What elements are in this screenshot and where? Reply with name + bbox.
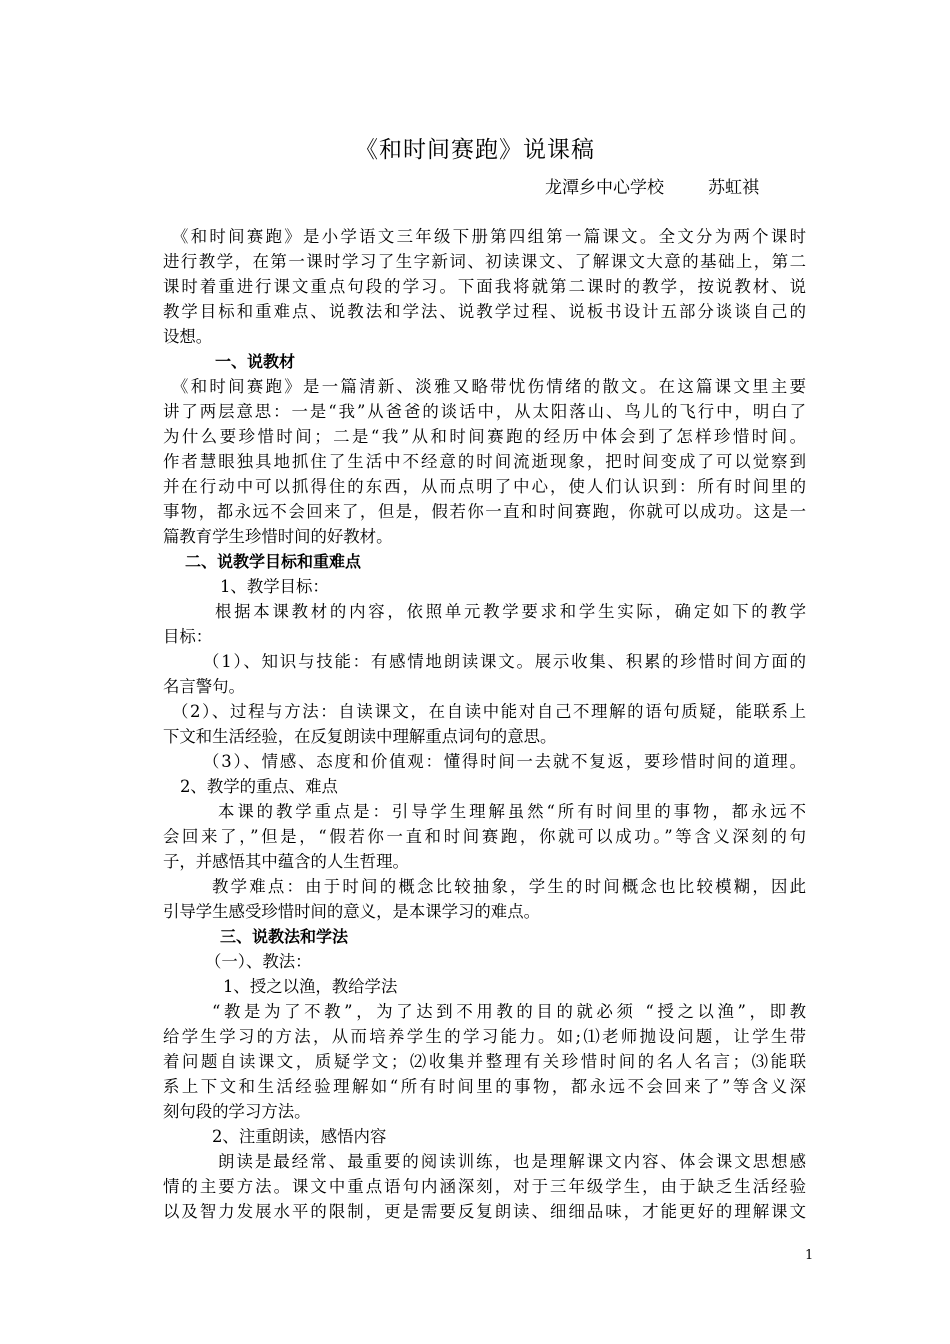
author-line xyxy=(545,176,759,200)
body-line: 作者慧眼独具地抓住了生活中不经意的时间流逝现象，把时间变成了可以觉察到 xyxy=(163,452,806,471)
body-line: 为什么要珍惜时间；二是“我”从和时间赛跑的经历中体会到了怎样珍惜时间。 xyxy=(163,427,806,446)
body-line: 情的主要方法。课文中重点语句内涵深刻，对于三年级学生，由于缺乏生活经验 xyxy=(163,1177,806,1196)
page-number: 1 xyxy=(805,1248,814,1263)
subheading: 1、教学目标： xyxy=(220,577,329,596)
section-heading: 三、说教法和学法 xyxy=(220,927,349,946)
subheading: （一）、教法： xyxy=(205,952,312,971)
body-line: 子，并感悟其中蕴含的人生哲理。 xyxy=(163,852,409,871)
body-line: 下文和生活经验，在反复朗读中理解重点词句的意思。 xyxy=(163,727,557,746)
body-line: 给学生学习的方法，从而培养学生的学习能力。如;⑴老师抛设问题，让学生带 xyxy=(163,1027,806,1046)
body-line: 系上下文和生活经验理解如“所有时间里的事物，都永远不会回来了”等含义深 xyxy=(163,1077,806,1096)
body-line: 教学目标和重难点、说教法和学法、说教学过程、说板书设计五部分谈谈自己的 xyxy=(163,302,806,321)
body-line: 《和时间赛跑》是一篇清新、淡雅又略带忧伤情绪的散文。在这篇课文里主要 xyxy=(172,377,806,396)
document-title: 《和时间赛跑》说课稿 xyxy=(355,137,595,163)
body-line: 以及智力发展水平的限制，更是需要反复朗读、细细品味，才能更好的理解课文 xyxy=(163,1202,806,1221)
body-line: 朗读是最经常、最重要的阅读训练，也是理解课文内容、体会课文思想感 xyxy=(218,1152,806,1171)
body-line: 讲了两层意思：一是“我”从爸爸的谈话中，从太阳落山、鸟儿的飞行中，明白了 xyxy=(163,402,806,421)
body-line: 名言警句。 xyxy=(163,677,245,696)
body-line: 教学难点：由于时间的概念比较抽象，学生的时间概念也比较模糊，因此 xyxy=(212,877,806,896)
body-line: 课时着重进行课文重点句段的学习。下面我将就第二课时的教学，按说教材、说 xyxy=(163,277,806,296)
body-line: （1）、知识与技能：有感情地朗读课文。展示收集、积累的珍惜时间方面的 xyxy=(203,652,806,671)
body-line: 着问题自读课文，质疑学文；⑵收集并整理有关珍惜时间的名人名言；⑶能联 xyxy=(163,1052,806,1071)
body-line: 事物，都永远不会回来了，但是，假若你一直和时间赛跑，你就可以成功。这是一 xyxy=(163,502,806,521)
body-line: 并在行动中可以抓得住的东西，从而点明了中心，使人们认识到：所有时间里的 xyxy=(163,477,806,496)
body-line: 本课的教学重点是：引导学生理解虽然“所有时间里的事物，都永远不 xyxy=(218,802,806,821)
body-line: 设想。 xyxy=(163,327,213,346)
body-line: 引导学生感受珍惜时间的意义，是本课学习的难点。 xyxy=(163,902,540,921)
body-line: “教是为了不教”，为了达到不用教的目的就必须 “授之以渔”，即教 xyxy=(212,1002,806,1021)
section-heading: 二、说教学目标和重难点 xyxy=(185,552,362,571)
body-line: 会回来了，”但是，“假若你一直和时间赛跑，你就可以成功。”等含义深刻的句 xyxy=(163,827,806,846)
body-line: 篇教育学生珍惜时间的好教材。 xyxy=(163,527,393,546)
body-line: 进行教学，在第一课时学习了生字新词、初读课文、了解课文大意的基础上，第二 xyxy=(163,252,806,271)
body-line: （2）、过程与方法：自读课文，在自读中能对自己不理解的语句质疑，能联系上 xyxy=(172,702,806,721)
author-name: 苏虹祺 xyxy=(708,178,759,198)
body-line: 刻句段的学习方法。 xyxy=(163,1102,311,1121)
section-heading: 一、说教材 xyxy=(215,352,296,371)
body-line: （3）、情感、态度和价值观：懂得时间一去就不复返，要珍惜时间的道理。 xyxy=(203,752,806,771)
body-line: 目标： xyxy=(163,627,213,646)
body-line: 《和时间赛跑》是小学语文三年级下册第四组第一篇课文。全文分为两个课时 xyxy=(172,227,806,246)
subheading: 2、教学的重点、难点 xyxy=(180,777,338,796)
subheading: 1、授之以渔，教给学法 xyxy=(223,977,398,996)
body-line: 根据本课教材的内容，依照单元教学要求和学生实际，确定如下的教学 xyxy=(215,602,806,621)
author-school: 龙潭乡中心学校 xyxy=(545,178,664,198)
subheading: 2、注重朗读，感悟内容 xyxy=(212,1127,387,1146)
